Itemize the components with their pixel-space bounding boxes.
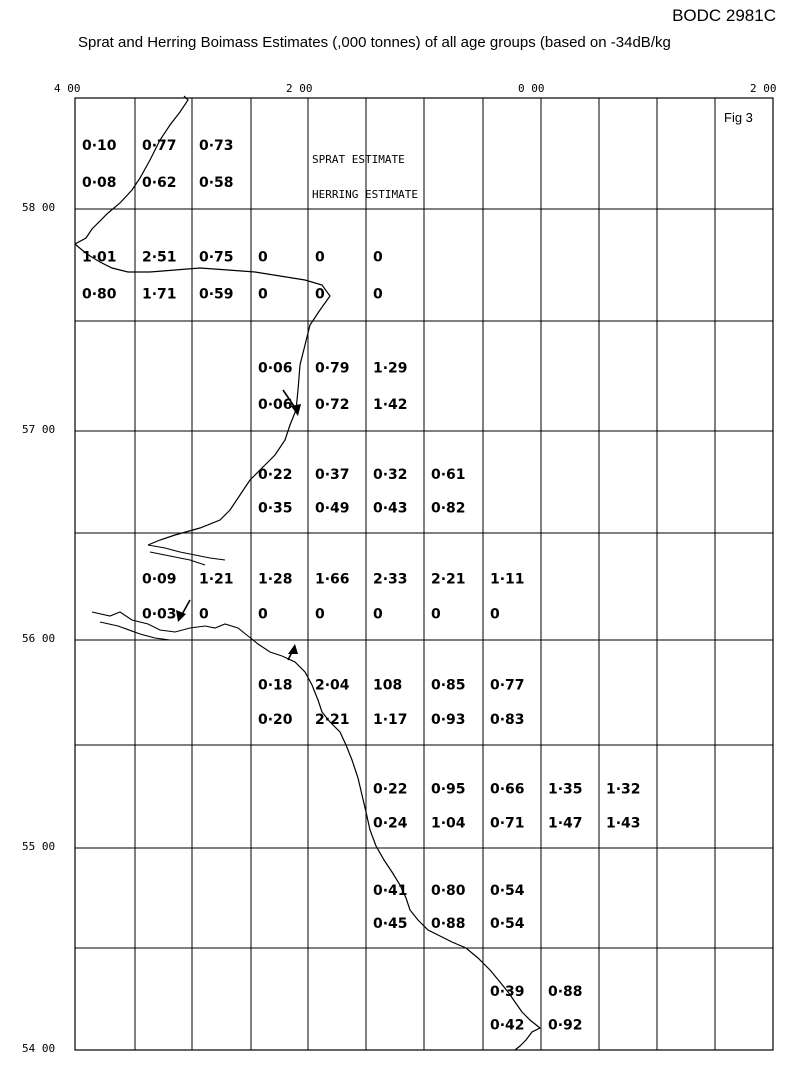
herring-estimate-value: 0: [373, 606, 383, 623]
sprat-estimate-value: 108: [373, 677, 403, 694]
sprat-estimate-value: 0·95: [431, 781, 466, 798]
figure-number: Fig 3: [724, 110, 753, 125]
herring-estimate-value: 1·47: [548, 815, 583, 832]
sprat-estimate-value: 0·32: [373, 466, 408, 483]
grid-lines: [75, 98, 773, 1050]
sprat-estimate-value: 1·35: [548, 781, 583, 798]
herring-estimate-value: 0: [373, 286, 383, 303]
sprat-estimate-value: 1·28: [258, 571, 293, 588]
herring-estimate-value: 0·72: [315, 397, 350, 413]
sprat-estimate-value: 0·18: [258, 677, 293, 694]
herring-estimate-value: 0·24: [373, 815, 408, 832]
herring-estimate-value: 0·49: [315, 500, 350, 517]
sprat-estimate-value: 0·66: [490, 781, 525, 798]
arrow-head: [176, 610, 186, 622]
legend-sprat-estimate: SPRAT ESTIMATE: [312, 153, 405, 166]
herring-estimate-value: 0·42: [490, 1017, 525, 1034]
sprat-estimate-value: 1·11: [490, 571, 525, 588]
herring-estimate-value: 0·35: [258, 500, 293, 517]
herring-estimate-value: 1·17: [373, 712, 408, 728]
sprat-estimate-value: 0·22: [373, 781, 408, 798]
sprat-estimate-value: 0·73: [199, 138, 234, 155]
coastline-firth-of-forth: [92, 612, 282, 656]
herring-estimate-value: 0·92: [548, 1017, 583, 1034]
sprat-estimate-value: 0·85: [431, 677, 466, 694]
arrow-head: [288, 644, 298, 654]
sprat-estimate-value: 0·77: [490, 677, 525, 694]
sprat-estimate-value: 0·06: [258, 360, 293, 377]
sprat-estimate-value: 0·88: [548, 983, 583, 1000]
sprat-estimate-value: 1·29: [373, 360, 408, 377]
herring-estimate-value: 1·04: [431, 815, 466, 832]
herring-estimate-value: 0: [199, 606, 209, 623]
sprat-estimate-value: 2·21: [431, 571, 466, 588]
sprat-estimate-value: 0·61: [431, 466, 466, 483]
grid-cell-values: [82, 138, 641, 1033]
herring-estimate-value: 0·54: [490, 916, 525, 932]
estimate-legend: [312, 153, 418, 201]
sprat-estimate-value: 0·09: [142, 571, 177, 588]
herring-estimate-value: 2·21: [315, 712, 350, 728]
sprat-estimate-value: 1·66: [315, 571, 350, 588]
herring-estimate-value: 0: [315, 286, 325, 303]
sprat-estimate-value: 0: [258, 249, 268, 266]
longitude-label: 0 00: [518, 82, 545, 95]
herring-estimate-value: 0·06: [258, 397, 293, 413]
latitude-label: 55 00: [22, 840, 56, 853]
sprat-estimate-value: 0·22: [258, 466, 293, 483]
sprat-estimate-value: 2·33: [373, 571, 408, 588]
herring-estimate-value: 0·93: [431, 712, 466, 728]
sprat-estimate-value: 0·41: [373, 883, 408, 899]
herring-estimate-value: 0·43: [373, 500, 408, 517]
herring-estimate-value: 0·59: [199, 286, 234, 303]
herring-estimate-value: 0·03: [142, 606, 177, 623]
sprat-estimate-value: 2·04: [315, 677, 350, 694]
herring-estimate-value: 0·45: [373, 916, 408, 932]
herring-estimate-value: 1·42: [373, 397, 408, 413]
sprat-estimate-value: 1·21: [199, 571, 234, 588]
herring-estimate-value: 0: [258, 606, 268, 623]
sprat-estimate-value: 0·79: [315, 360, 350, 377]
herring-estimate-value: 0·20: [258, 712, 293, 728]
document-reference: BODC 2981C: [672, 6, 776, 25]
herring-estimate-value: 0·62: [142, 174, 177, 191]
sprat-estimate-value: 0·75: [199, 249, 234, 266]
sprat-estimate-value: 0: [373, 249, 383, 266]
herring-estimate-value: 0·83: [490, 712, 525, 728]
sprat-estimate-value: 0·80: [431, 883, 466, 899]
herring-estimate-value: 0·71: [490, 815, 525, 832]
sprat-estimate-value: 0·39: [490, 983, 525, 1000]
herring-estimate-value: 0: [258, 286, 268, 303]
coastline-firth-of-tay: [148, 545, 225, 565]
sprat-estimate-value: 0·10: [82, 138, 117, 155]
figure-title: Sprat and Herring Boimass Estimates (,000 tonnes) of all age groups (based on -34dB/kg: [78, 34, 671, 51]
herring-estimate-value: 0: [431, 606, 441, 623]
latitude-label: 54 00: [22, 1042, 56, 1055]
herring-estimate-value: 0·80: [82, 286, 117, 303]
sprat-estimate-value: 1·01: [82, 249, 117, 266]
herring-estimate-value: 0·82: [431, 500, 466, 517]
sprat-estimate-value: 1·32: [606, 781, 641, 798]
latitude-label: 57 00: [22, 423, 56, 436]
sprat-estimate-value: 0: [315, 249, 325, 266]
longitude-label: 4 00: [54, 82, 81, 95]
latitude-label: 58 00: [22, 201, 56, 214]
sprat-estimate-value: 0·54: [490, 883, 525, 899]
sprat-estimate-value: 0·37: [315, 466, 350, 483]
latitude-label: 56 00: [22, 632, 56, 645]
sprat-estimate-value: 0·77: [142, 138, 177, 155]
herring-estimate-value: 1·43: [606, 815, 641, 832]
herring-estimate-value: 0·08: [82, 174, 117, 191]
legend-herring-estimate: HERRING ESTIMATE: [312, 188, 418, 201]
herring-estimate-value: 0·88: [431, 916, 466, 932]
herring-estimate-value: 0: [315, 606, 325, 623]
herring-estimate-value: 1·71: [142, 286, 177, 303]
longitude-label: 2 00: [750, 82, 777, 95]
longitude-label: 2 00: [286, 82, 313, 95]
herring-estimate-value: 0: [490, 606, 500, 623]
herring-estimate-value: 0·58: [199, 174, 234, 191]
sprat-estimate-value: 2·51: [142, 249, 177, 266]
